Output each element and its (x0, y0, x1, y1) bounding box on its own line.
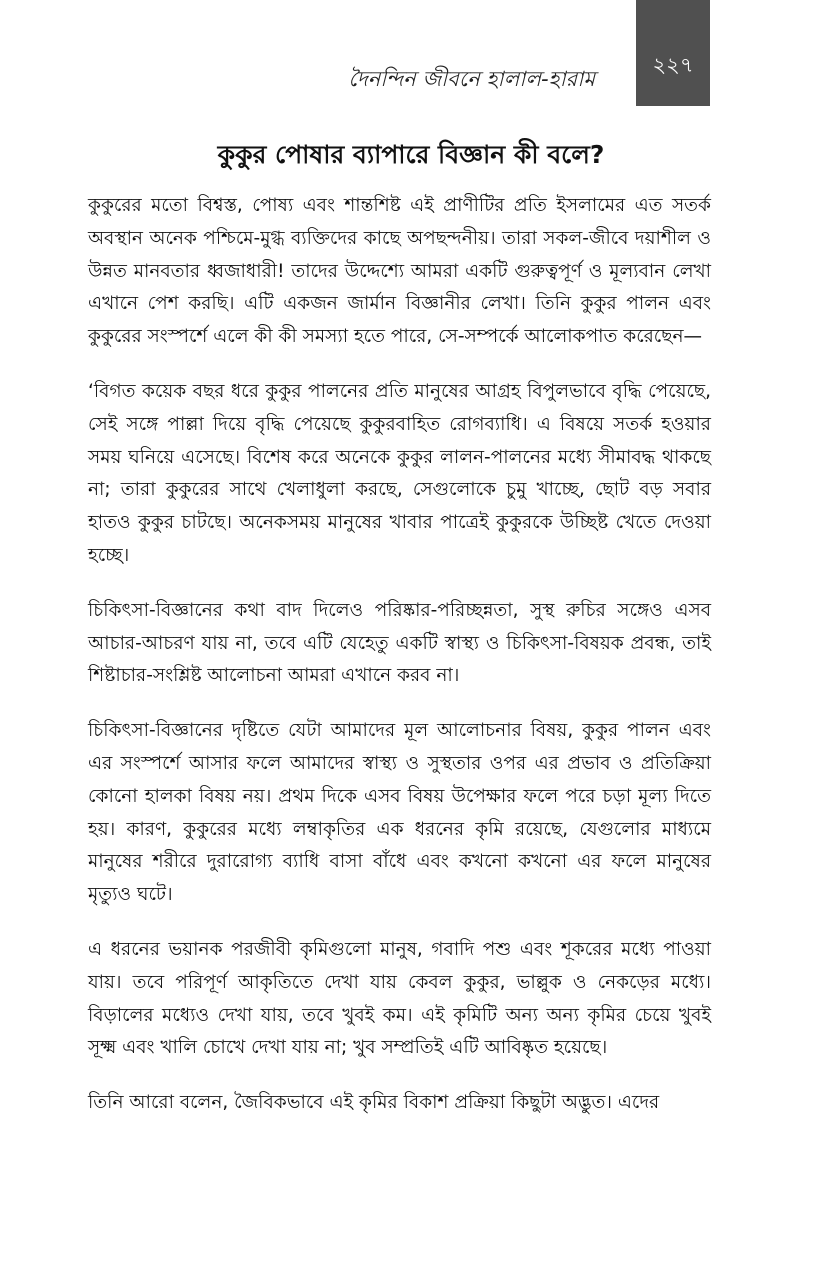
running-title: দৈনন্দিন জীবনে হালাল-হারাম (348, 67, 595, 91)
page-number: ২২৭ (652, 53, 694, 77)
paragraph: ‘বিগত কয়েক বছর ধরে কুকুর পালনের প্রতি মানুষের আগ্রহ বিপুলভাবে বৃদ্ধি পেয়েছে, সেই সঙ্গে পাল্লা দিয়ে বৃদ্ধি পেয়েছে কুকুরবাহিত রোগব্যাধি। এ বিষয়ে সতর্ক হওয়ার সময় ঘনিয়ে এসেছে। বিশেষ করে অনেকে কুকুর লালন-পালনের মধ্যে সীমাবদ্ধ থাকছে না; তারা কুকুরের সাথে খেলাধুলা করছে, সেগুলোকে চুমু খাচ্ছে, ছোট বড় সবার হাতও কুকুর চাটছে। অনেকসময় মানুষের খাবার পাত্রেই কুকুরকে উচ্ছিষ্ট খেতে দেওয়া হচ্ছে। (88, 380, 711, 566)
paragraph: তিনি আরো বলেন, জৈবিকভাবে এই কৃমির বিকাশ প্রক্রিয়া কিছুটা অদ্ভুত। এদের (88, 1092, 660, 1114)
body-text (88, 190, 711, 1142)
chapter-heading: কুকুর পোষার ব্যাপারে বিজ্ঞান কী বলে? (217, 140, 605, 169)
page-number-tab (636, 0, 710, 106)
paragraph: এ ধরনের ভয়ানক পরজীবী কৃমিগুলো মানুষ, গবাদি পশু এবং শূকরের মধ্যে পাওয়া যায়। তবে পরিপূর্ণ আকৃতিতে দেখা যায় কেবল কুকুর, ভাল্লুক ও নেকড়ের মধ্যে। বিড়ালের মধ্যেও দেখা যায়, তবে খুবই কম। এই কৃমিটি অন্য অন্য কৃমির চেয়ে খুবই সূক্ষ্ম এবং খালি চোখে দেখা যায় না; খুব সম্প্রতিই এটি আবিষ্কৃত হয়েছে। (88, 938, 711, 1059)
paragraph: চিকিৎসা-বিজ্ঞানের কথা বাদ দিলেও পরিষ্কার-পরিচ্ছন্নতা, সুস্থ রুচির সঙ্গেও এসব আচার-আচরণ যায় না, তবে এটি যেহেতু একটি স্বাস্থ্য ও চিকিৎসা-বিষয়ক প্রবন্ধ, তাই শিষ্টাচার-সংশ্লিষ্ট আলোচনা আমরা এখানে করব না। (88, 599, 711, 687)
paragraph: কুকুরের মতো বিশ্বস্ত, পোষ্য এবং শান্তশিষ্ট এই প্রাণীটির প্রতি ইসলামের এত সতর্ক অবস্থান অনেক পশ্চিমে-মুগ্ধ ব্যক্তিদের কাছে অপছন্দনীয়। তারা সকল-জীবে দয়াশীল ও উন্নত মানবতার ধ্বজাধারী! তাদের উদ্দেশ্যে আমরা একটি গুরুত্বপূর্ণ ও মূল্যবান লেখা এখানে পেশ করছি। এটি একজন জার্মান বিজ্ঞানীর লেখা। তিনি কুকুর পালন এবং কুকুরের সংস্পর্শে এলে কী কী সমস্যা হতে পারে, সে-সম্পর্কে আলোকপাত করেছেন— (88, 195, 711, 348)
paragraph: চিকিৎসা-বিজ্ঞানের দৃষ্টিতে যেটা আমাদের মূল আলোচনার বিষয়, কুকুর পালন এবং এর সংস্পর্শে আসার ফলে আমাদের স্বাস্থ্য ও সুস্থতার ওপর এর প্রভাব ও প্রতিক্রিয়া কোনো হালকা বিষয় নয়। প্রথম দিকে এসব বিষয় উপেক্ষার ফলে পরে চড়া মূল্য দিতে হয়। কারণ, কুকুরের মধ্যে লম্বাকৃতির এক ধরনের কৃমি রয়েছে, যেগুলোর মাধ্যমে মানুষের শরীরে দুরারোগ্য ব্যাধি বাসা বাঁধে এবং কখনো কখনো এর ফলে মানুষের মৃত্যুও ঘটে। (88, 720, 711, 906)
